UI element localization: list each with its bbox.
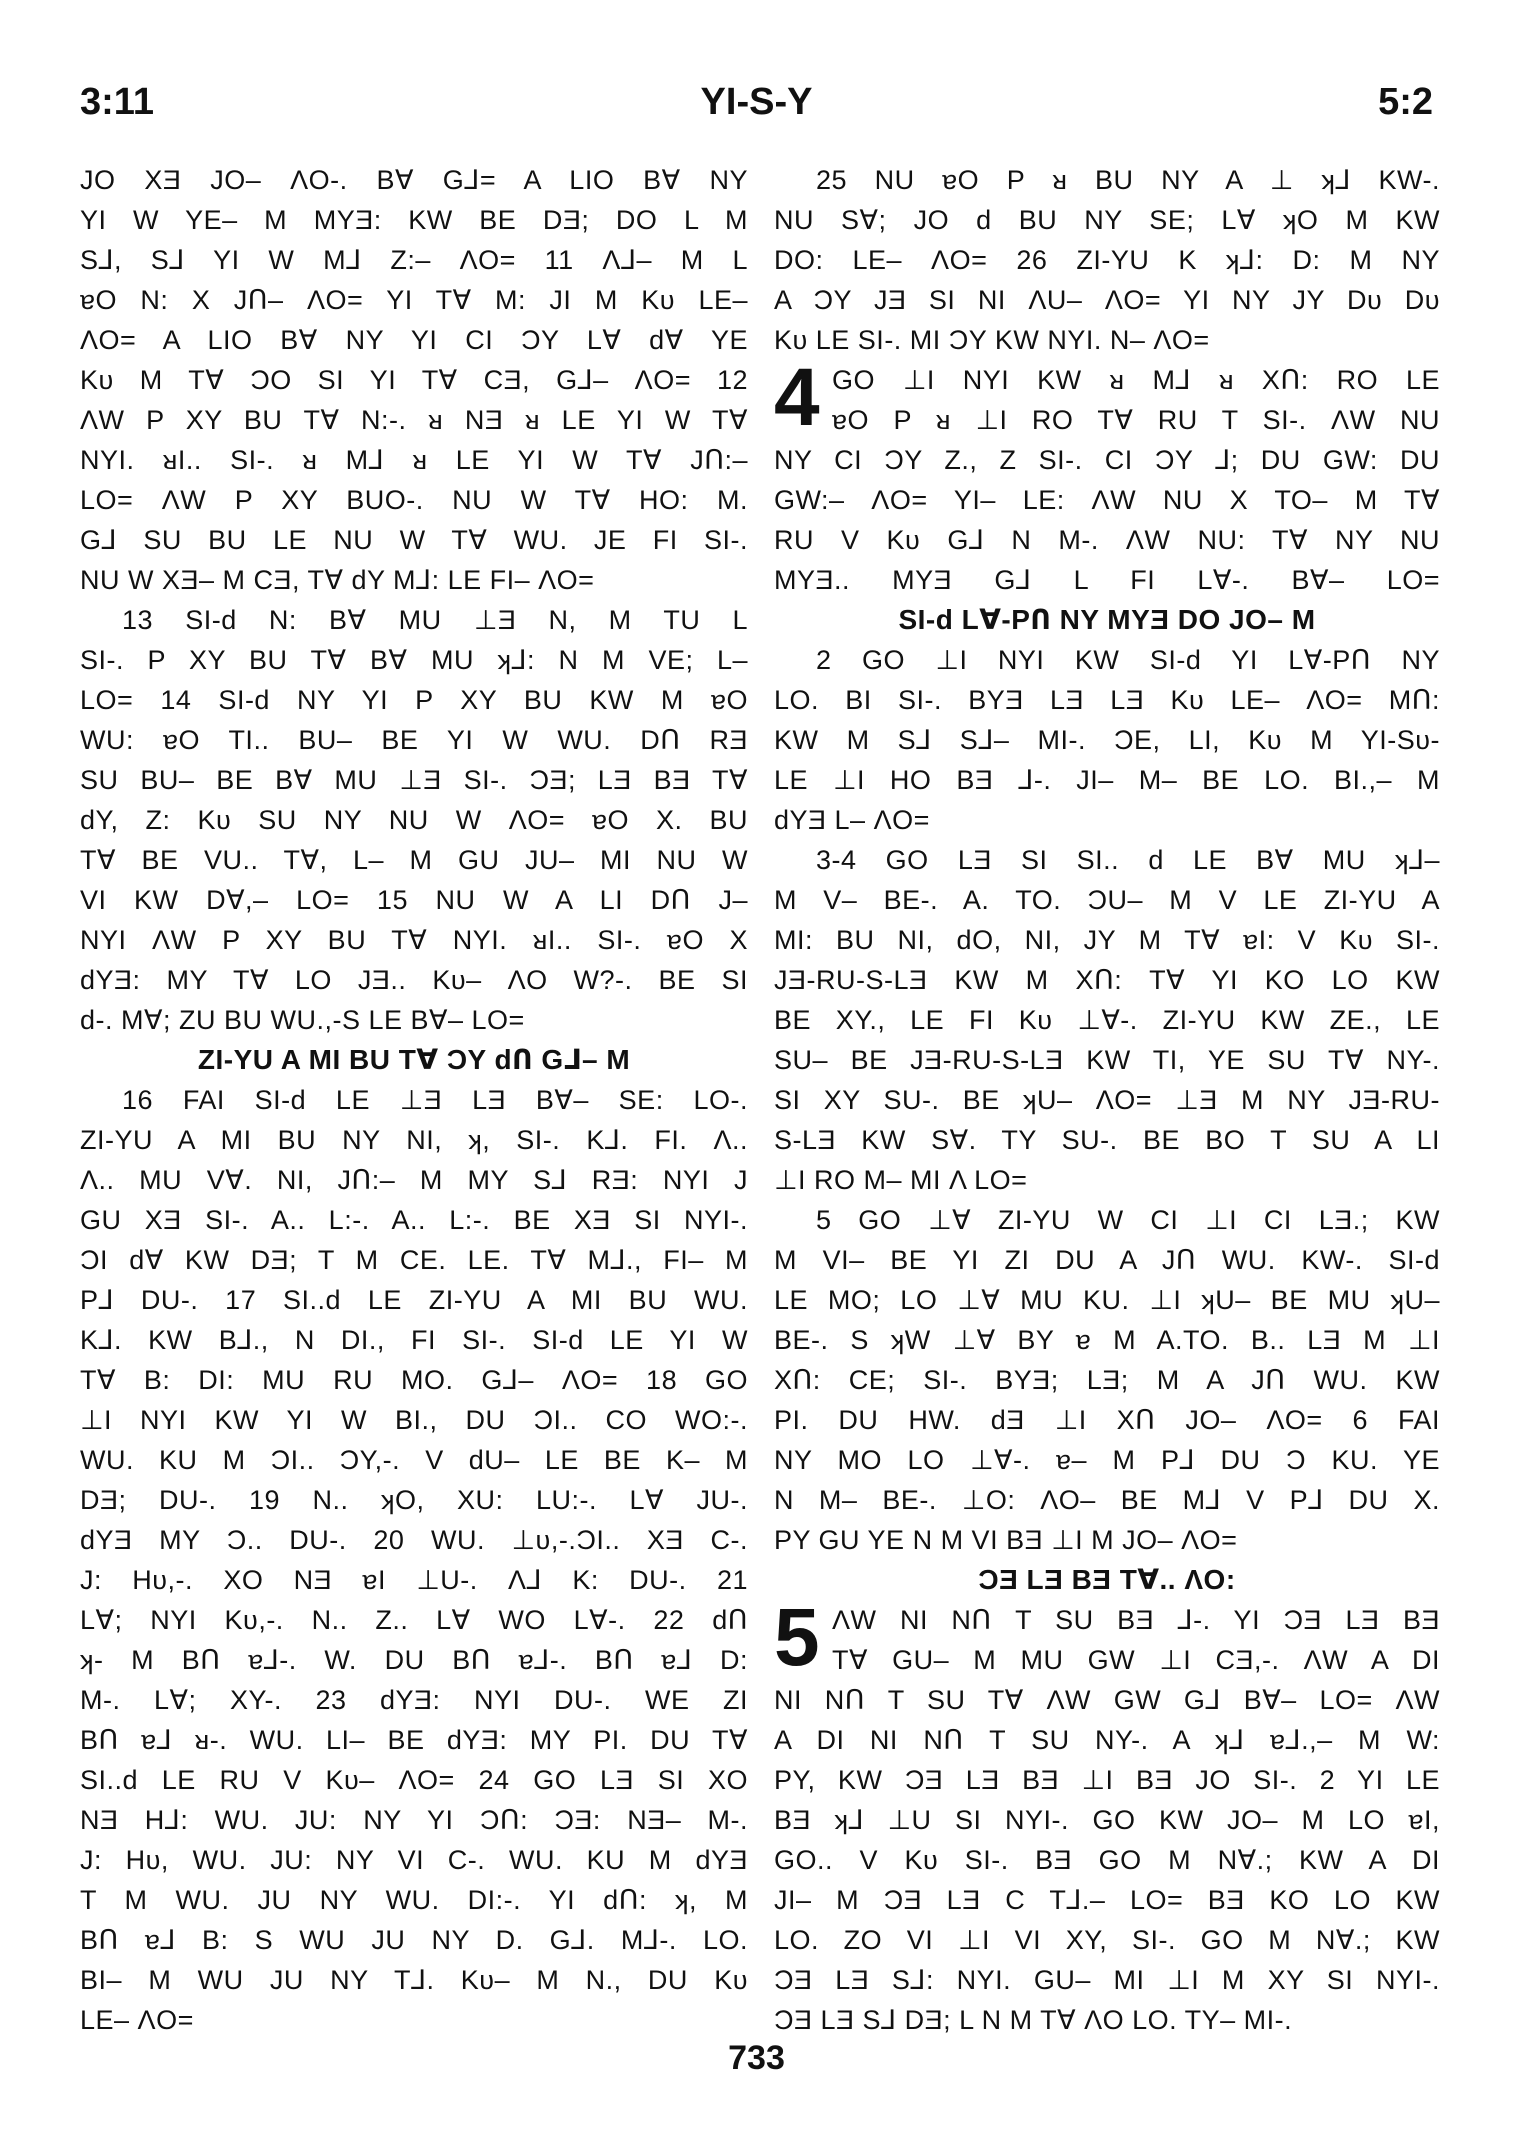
text-line: DƎ; DU-. 19 N.. ʞO, XU: LU:-. L∀ JU-. xyxy=(80,1485,748,1515)
text-line: PI. DU HW. dƎ ⊥I XՈ JO– ΛO= 6 FAI xyxy=(774,1405,1440,1435)
text-line: M V– BE-. A. TO. ƆU– M V LE ZI-YU A xyxy=(774,885,1440,915)
text-line: S-LƎ KW S∀. TY SU-. BE BO T SU A LI xyxy=(774,1125,1440,1155)
text-line: LO= ΛW P XY BUO-. NU W T∀ HO: M. xyxy=(80,485,748,515)
text-line: d-. M∀; ZU BU WU.,-S LE B∀– LO= xyxy=(80,1005,525,1035)
text-line: GO.. V Kᴜ SI-. BƎ GO M N∀.; KW A DI xyxy=(774,1845,1440,1875)
page-number: 733 xyxy=(728,2039,785,2077)
text-line: BՈ ɐ⅃ B: S WU JU NY D. G⅃. M⅃-. LO. xyxy=(80,1925,748,1955)
text-line: 16 FAI SI-d LE ⊥Ǝ LƎ B∀– SE: LO-. xyxy=(122,1085,748,1115)
text-line: NU W XƎ– M CƎ, T∀ dY M⅃: LE FI– ΛO= xyxy=(80,565,595,595)
text-line: NYI. ᴚI.. SI-. ᴚ M⅃ ᴚ LE YI W T∀ JՈ:– xyxy=(80,445,748,475)
text-line: L∀; NYI Kᴜ,-. N.. Z.. L∀ WO L∀-. 22 dՈ xyxy=(80,1605,748,1635)
text-line: LO. BI SI-. BYƎ LƎ LƎ Kᴜ LE– ΛO= MՈ: xyxy=(774,685,1440,715)
text-line: ʞ- M BՈ ɐ⅃-. W. DU BՈ ɐ⅃-. BՈ ɐ⅃ D: xyxy=(80,1645,748,1675)
text-line: 13 SI-d N: B∀ MU ⊥Ǝ N, M TU L xyxy=(122,605,748,635)
text-line: BE XY., LE FI Kᴜ ⊥∀-. ZI-YU KW ZE., LE xyxy=(774,1005,1440,1035)
text-line: ⊥I NYI KW YI W BI., DU ƆI.. CO WO:-. xyxy=(80,1405,748,1435)
text-line: PY GU YE N M VI BƎ ⊥I M JO– ΛO= xyxy=(774,1525,1238,1555)
text-line: P⅃ DU-. 17 SI..d LE ZI-YU A MI BU WU. xyxy=(80,1285,748,1315)
text-line: ⊥I RO M– MI Λ LO= xyxy=(774,1165,1028,1195)
text-line: A DI NI NՈ T SU NY-. A ʞ⅃ ɐ⅃.,– M W: xyxy=(774,1725,1440,1755)
text-line: NY CI ƆY Z., Z SI-. CI ƆY ⅃; DU GW: DU xyxy=(774,445,1440,475)
section-heading: ZI-YU A MI BU T∀ ƆY dՈ G⅃– M xyxy=(197,1044,631,1075)
text-line: 3-4 GO LƎ SI SI.. d LE B∀ MU ʞ⅃– xyxy=(816,845,1440,875)
text-line: dYƎ MY Ɔ.. DU-. 20 WU. ⊥ᴜ,-.ƆI.. XƎ C-. xyxy=(80,1525,748,1555)
text-line: WU. KU M ƆI.. ƆY,-. V dU– LE BE K– M xyxy=(80,1445,748,1475)
text-line: PY, KW ƆƎ LƎ BƎ ⊥I BƎ JO SI-. 2 YI LE xyxy=(774,1765,1440,1795)
text-line: NYI ΛW P XY BU T∀ NYI. ᴚI.. SI-. ɐO X xyxy=(80,925,748,955)
text-line: T∀ BE VU.. T∀, L– M GU JU– MI NU W xyxy=(80,845,748,875)
text-line: 5 GO ⊥∀ ZI-YU W CI ⊥I CI LƎ.; KW xyxy=(816,1205,1440,1235)
chapter-number: 5 xyxy=(774,1592,820,1683)
text-line: SI XY SU-. BE ʞU– ΛO= ⊥Ǝ M NY JƎ-RU- xyxy=(774,1085,1440,1115)
text-line: M-. L∀; XY-. 23 dYƎ: NYI DU-. WE ZI xyxy=(80,1685,748,1715)
text-line: JO XƎ JO– ΛO-. B∀ G⅃= A LIO B∀ NY xyxy=(80,165,748,195)
text-line: M VI– BE YI ZI DU A JՈ WU. KW-. SI-d xyxy=(774,1245,1440,1275)
text-line: ΛW P XY BU T∀ N:-. ᴚ NƎ ᴚ LE YI W T∀ xyxy=(80,405,748,435)
text-line: SU– BE JƎ-RU-S-LƎ KW TI, YE SU T∀ NY-. xyxy=(774,1045,1440,1075)
text-line: GO ⊥I NYI KW ᴚ M⅃ ᴚ XՈ: RO LE xyxy=(832,365,1440,395)
text-line: 25 NU ɐO P ᴚ BU NY A ⊥ ʞ⅃ KW-. xyxy=(816,165,1440,195)
book-title: YI-S-Y xyxy=(700,81,813,123)
text-line: ɐO N: X JՈ– ΛO= YI T∀ M: JI M Kᴜ LE– xyxy=(80,285,748,315)
text-line: KW M S⅃ S⅃– MI-. ƆE, LI, Kᴜ M YI-Sᴜ- xyxy=(774,725,1440,755)
chapter-verse-end: 5:2 xyxy=(1378,81,1433,123)
text-line: LE ⊥I HO BƎ ⅃-. JI– M– BE LO. BI.,– M xyxy=(774,765,1440,795)
text-line: G⅃ SU BU LE NU W T∀ WU. JE FI SI-. xyxy=(80,525,748,555)
chapter-verse-start: 3:11 xyxy=(80,81,154,123)
text-line: SI..d LE RU V Kᴜ– ΛO= 24 GO LƎ SI XO xyxy=(80,1765,748,1795)
text-line: 2 GO ⊥I NYI KW SI-d YI L∀-PՈ NY xyxy=(816,645,1440,675)
text-line: NI NՈ T SU T∀ ΛW GW G⅃ B∀– LO= ΛW xyxy=(774,1685,1440,1715)
text-line: JI– M ƆƎ LƎ C T⅃.– LO= BƎ KO LO KW xyxy=(774,1885,1440,1915)
text-line: ZI-YU A MI BU NY NI, ʞ, SI-. K⅃. FI. Λ.. xyxy=(80,1125,748,1155)
text-line: T∀ B: DI: MU RU MO. G⅃– ΛO= 18 GO xyxy=(80,1365,748,1395)
text-line: dY, Z: Kᴜ SU NY NU W ΛO= ɐO X. BU xyxy=(80,805,748,835)
text-line: ΛW NI NՈ T SU BƎ ⅃-. YI ƆƎ LƎ BƎ xyxy=(832,1605,1440,1635)
chapter-block xyxy=(774,1592,1440,1683)
text-line: MI: BU NI, dO, NI, JY M T∀ ɐI: V Kᴜ SI-. xyxy=(774,925,1440,955)
text-line: BƎ ʞ⅃ ⊥U SI NYI-. GO KW JO– M LO ɐI, xyxy=(774,1805,1440,1835)
text-line: GW:– ΛO= YI– LE: ΛW NU X TO– M T∀ xyxy=(774,485,1440,515)
text-line: A ƆY JƎ SI NI ΛU– ΛO= YI NY JY Dᴜ Dᴜ xyxy=(774,285,1440,315)
text-line: RU V Kᴜ G⅃ N M-. ΛW NU: T∀ NY NU xyxy=(774,525,1440,555)
section-heading: ƆƎ LƎ BƎ T∀.. ΛO: xyxy=(978,1564,1236,1595)
text-line: ΛO= A LIO B∀ NY YI CI ƆY L∀ d∀ YE xyxy=(80,325,748,355)
text-line: GU XƎ SI-. A.. L:-. A.. L:-. BE XƎ SI NYI-. xyxy=(80,1205,748,1235)
left-text-column xyxy=(80,160,748,2040)
section-heading: SI-d L∀-PՈ NY MYƎ DO JO– M xyxy=(898,604,1316,635)
text-line: NY MO LO ⊥∀-. ɐ– M P⅃ DU Ɔ KU. YE xyxy=(774,1445,1440,1475)
text-line: ɐO P ᴚ ⊥I RO T∀ RU T SI-. ΛW NU xyxy=(832,405,1440,435)
text-line: YI W YE– M MYƎ: KW BE DƎ; DO L M xyxy=(80,205,748,235)
text-line: LE– ΛO= xyxy=(80,2005,194,2035)
text-line: BE-. S ʞW ⊥∀ BY ɐ M A.TO. B.. LƎ M ⊥I xyxy=(774,1325,1440,1355)
text-line: SU BU– BE B∀ MU ⊥Ǝ SI-. ƆƎ; LƎ BƎ T∀ xyxy=(80,765,748,795)
text-line: LO= 14 SI-d NY YI P XY BU KW M ɐO xyxy=(80,685,748,715)
text-line: T M WU. JU NY WU. DI:-. YI dՈ: ʞ, M xyxy=(80,1885,748,1915)
text-line: NƎ H⅃: WU. JU: NY YI ƆՈ: ƆƎ: NƎ– M-. xyxy=(80,1805,748,1835)
text-line: MYƎ.. MYƎ G⅃ L FI L∀-. B∀– LO= xyxy=(774,565,1440,595)
right-text-column xyxy=(774,160,1440,2040)
text-line: SI-. P XY BU T∀ B∀ MU ʞ⅃: N M VE; L– xyxy=(80,645,748,675)
text-line: WU: ɐO TI.. BU– BE YI W WU. DՈ RƎ xyxy=(80,725,748,755)
text-line: S⅃, S⅃ YI W M⅃ Z:– ΛO= 11 Λ⅃– M L xyxy=(80,245,748,275)
text-line: J: Hᴜ,-. XO NƎ ɐI ⊥U-. Λ⅃ K: DU-. 21 xyxy=(80,1565,748,1595)
text-line: Kᴜ LE SI-. MI ƆY KW NYI. N– ΛO= xyxy=(774,325,1210,355)
text-line: J: Hᴜ, WU. JU: NY VI C-. WU. KU M dYƎ xyxy=(80,1845,748,1875)
text-line: ƆƎ LƎ S⅃: NYI. GU– MI ⊥I M XY SI NYI-. xyxy=(774,1965,1440,1995)
text-line: DO: LE– ΛO= 26 ZI-YU K ʞ⅃: D: M NY xyxy=(774,245,1440,275)
chapter-number: 4 xyxy=(774,352,820,443)
text-line: Kᴜ M T∀ ƆO SI YI T∀ CƎ, G⅃– ΛO= 12 xyxy=(80,365,748,395)
text-line: LO. ZO VI ⊥I VI XY, SI-. GO M N∀.; KW xyxy=(774,1925,1440,1955)
text-line: VI KW D∀,– LO= 15 NU W A LI DՈ J– xyxy=(80,885,748,915)
text-line: dYƎ: MY T∀ LO JƎ.. Kᴜ– ΛO W?-. BE SI xyxy=(80,965,748,995)
text-line: dYƎ L– ΛO= xyxy=(774,805,930,835)
text-line: JƎ-RU-S-LƎ KW M XՈ: T∀ YI KO LO KW xyxy=(774,965,1440,995)
page-header xyxy=(80,78,1433,138)
text-line: Λ.. MU V∀. NI, JՈ:– M MY S⅃ RƎ: NYI J xyxy=(80,1165,748,1195)
chapter-block xyxy=(774,352,1440,600)
text-line: T∀ GU– M MU GW ⊥I CƎ,-. ΛW A DI xyxy=(832,1645,1440,1675)
text-line: BI– M WU JU NY T⅃. Kᴜ– M N., DU Kᴜ xyxy=(80,1965,748,1995)
text-line: ƆƎ LƎ S⅃ DƎ; L N M T∀ ΛO LO. TY– MI-. xyxy=(774,2005,1293,2035)
text-line: BՈ ɐ⅃ ᴚ-. WU. LI– BE dYƎ: MY PI. DU T∀ xyxy=(80,1725,748,1755)
text-line: LE MO; LO ⊥∀ MU KU. ⊥I ʞU– BE MU ʞU– xyxy=(774,1285,1440,1315)
text-line: ƆI d∀ KW DƎ; T M CE. LE. T∀ M⅃., FI– M xyxy=(80,1245,748,1275)
text-line: XՈ: CE; SI-. BYƎ; LƎ; M A JՈ WU. KW xyxy=(774,1365,1440,1395)
text-line: NU S∀; JO d BU NY SE; L∀ ʞO M KW xyxy=(774,205,1440,235)
text-line: K⅃. KW B⅃., N DI., FI SI-. SI-d LE YI W xyxy=(80,1325,748,1355)
text-line: N M– BE-. ⊥O: ΛO– BE M⅃ V P⅃ DU X. xyxy=(774,1485,1440,1515)
